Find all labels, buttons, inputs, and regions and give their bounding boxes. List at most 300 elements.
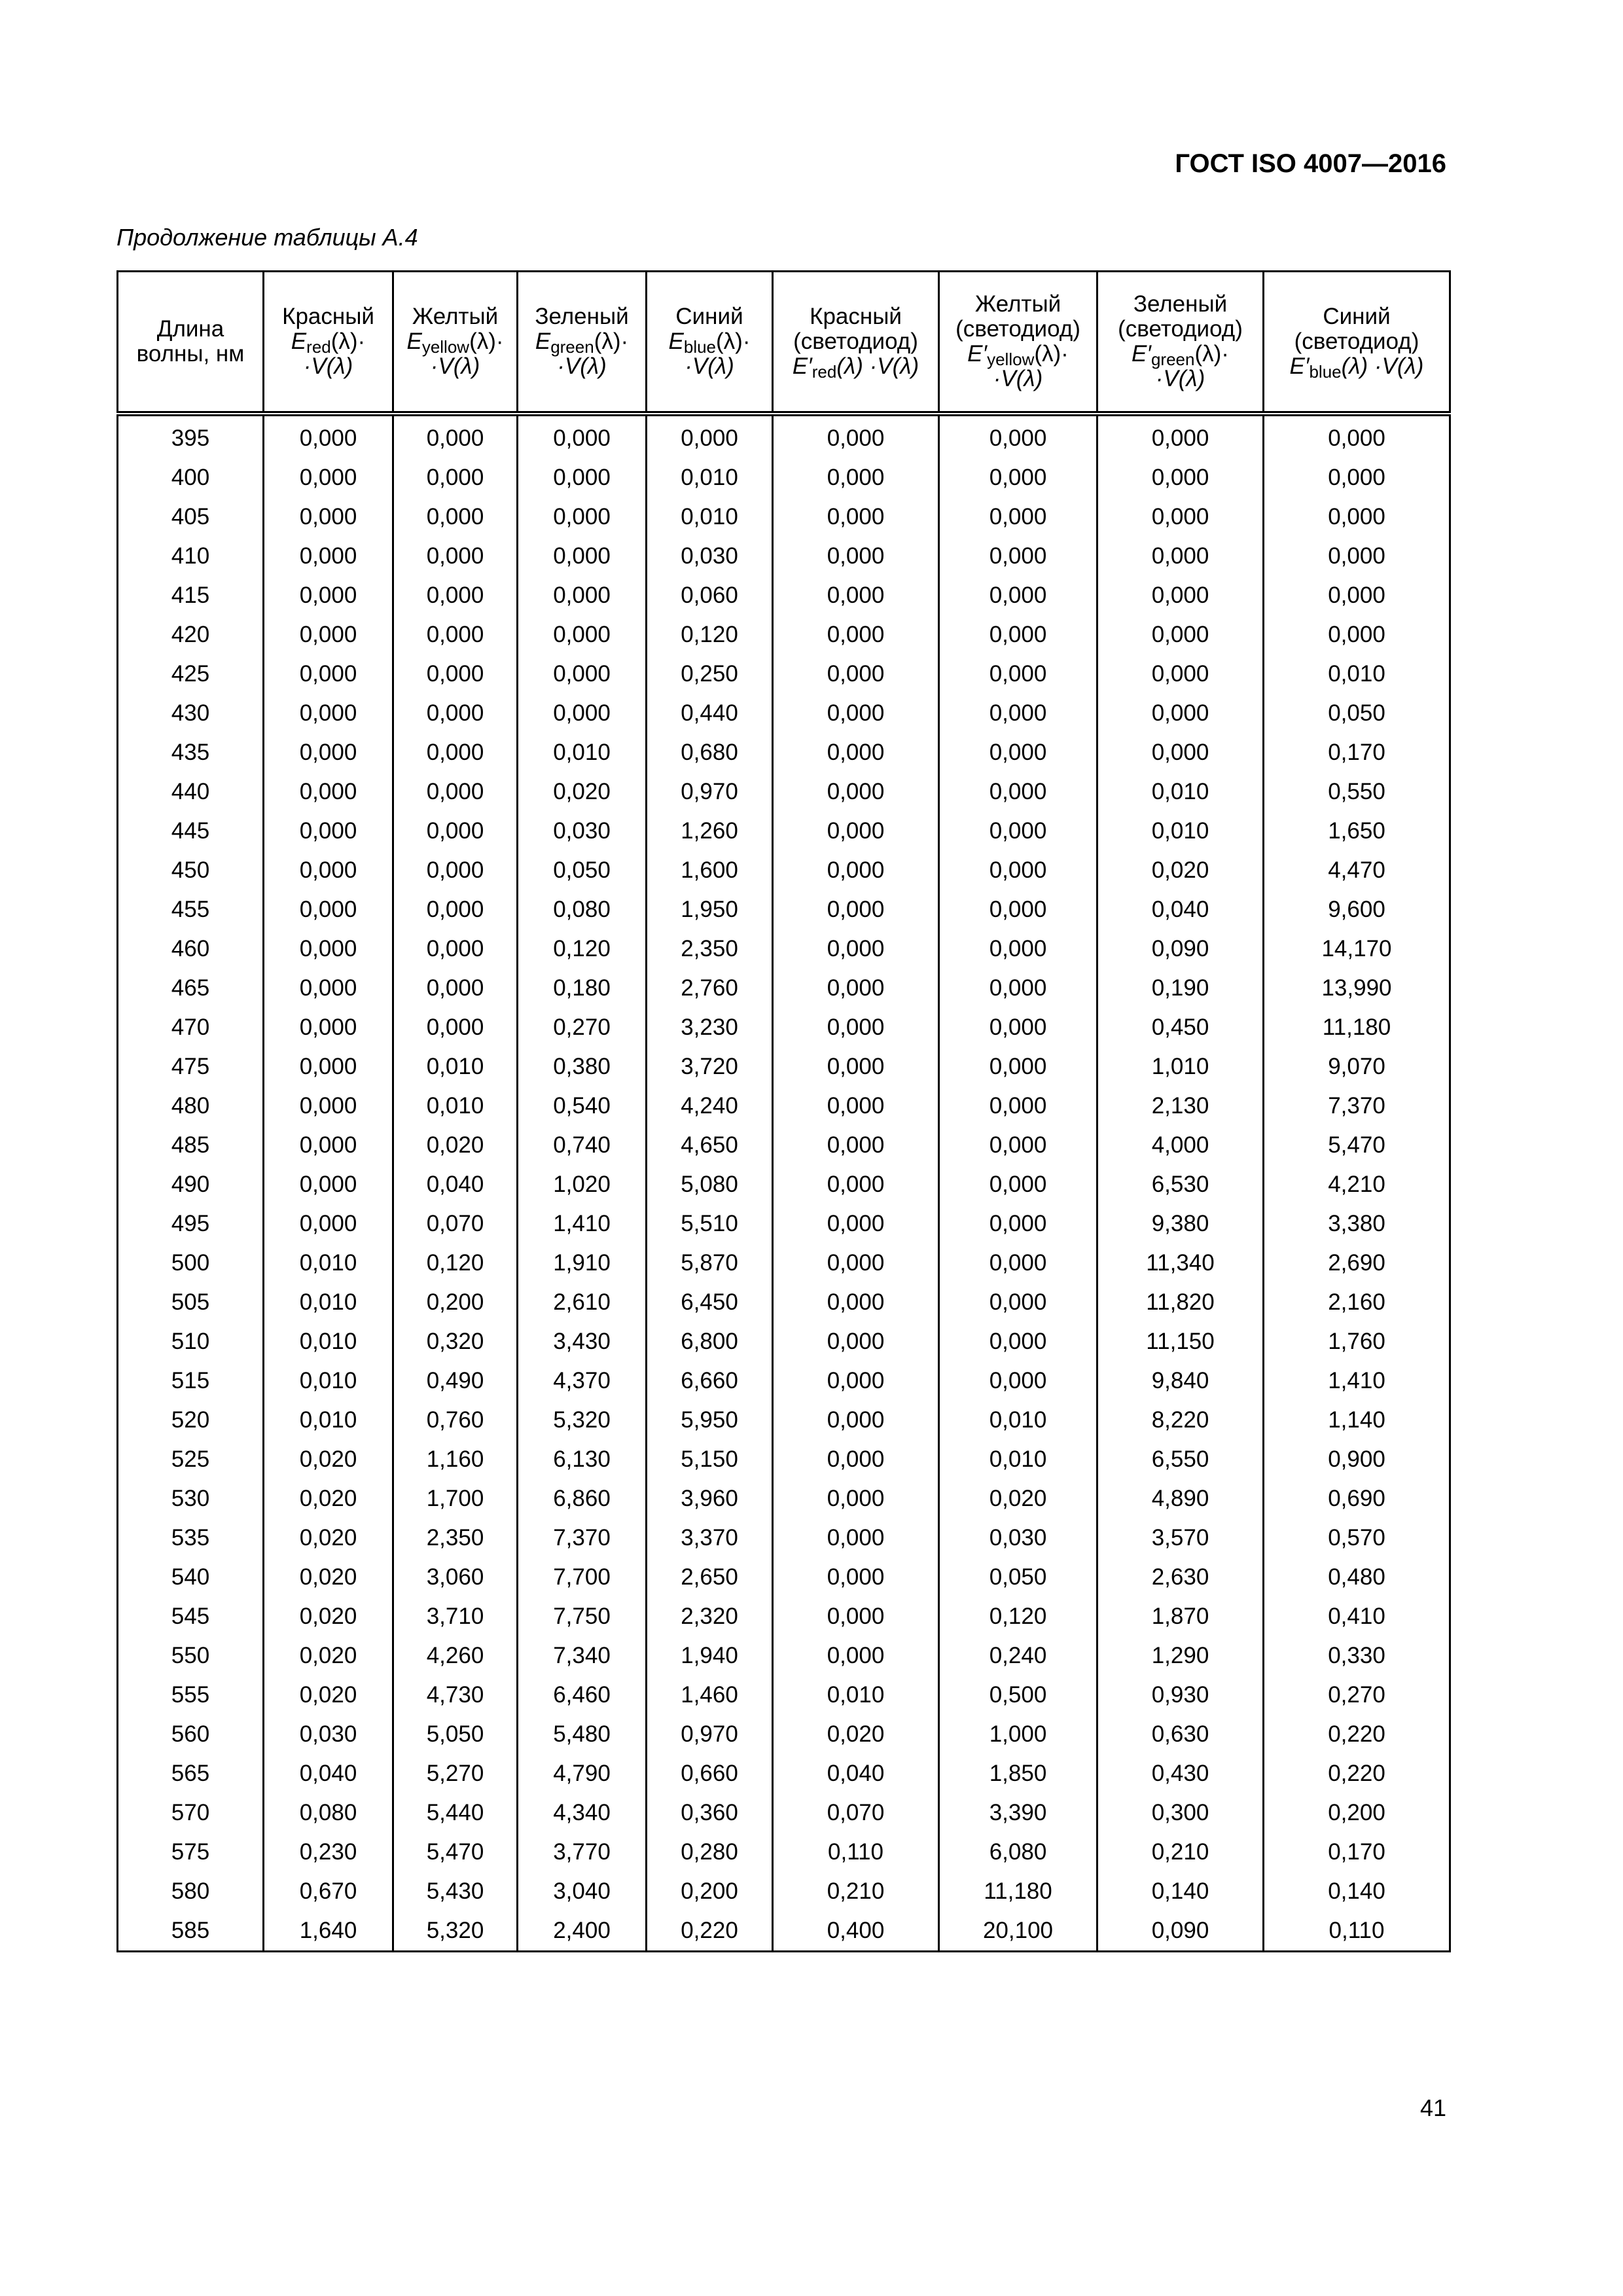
value-cell: 2,130: [1097, 1086, 1264, 1126]
value-cell: 1,760: [1264, 1322, 1450, 1361]
page-number: 41: [1419, 2094, 1446, 2121]
wavelength-cell: 485: [118, 1126, 264, 1165]
header-subscript: blue: [1309, 362, 1342, 382]
value-cell: 0,000: [939, 694, 1097, 733]
value-cell: 0,010: [647, 497, 773, 537]
value-cell: 0,000: [939, 733, 1097, 772]
table-row: [118, 929, 1450, 969]
value-cell: 7,370: [518, 1518, 647, 1558]
header-subscript: blue: [683, 337, 717, 357]
wavelength-cell: 565: [118, 1754, 264, 1793]
value-cell: 1,870: [1097, 1597, 1264, 1636]
wavelength-cell: 460: [118, 929, 264, 969]
value-cell: 3,370: [647, 1518, 773, 1558]
value-cell: 1,950: [647, 890, 773, 929]
value-cell: 0,010: [518, 733, 647, 772]
value-cell: 0,000: [518, 497, 647, 537]
wavelength-cell: 555: [118, 1676, 264, 1715]
value-cell: 0,670: [264, 1872, 393, 1911]
value-cell: 0,000: [773, 694, 939, 733]
wavelength-cell: 520: [118, 1401, 264, 1440]
value-cell: 0,000: [773, 733, 939, 772]
wavelength-cell: 455: [118, 890, 264, 929]
value-cell: 0,000: [393, 890, 518, 929]
value-cell: 0,000: [1097, 414, 1264, 458]
value-cell: 0,110: [773, 1833, 939, 1872]
value-cell: 5,320: [393, 1911, 518, 1952]
value-cell: 0,170: [1264, 1833, 1450, 1872]
value-cell: 6,550: [1097, 1440, 1264, 1479]
value-cell: 0,000: [393, 576, 518, 615]
value-cell: 0,000: [264, 929, 393, 969]
table-row: [118, 576, 1450, 615]
wavelength-cell: 400: [118, 458, 264, 497]
value-cell: 0,270: [518, 1008, 647, 1047]
value-cell: 1,600: [647, 851, 773, 890]
wavelength-cell: 495: [118, 1204, 264, 1244]
value-cell: 0,430: [1097, 1754, 1264, 1793]
value-cell: 5,950: [647, 1401, 773, 1440]
value-cell: 0,250: [647, 655, 773, 694]
wavelength-cell: 415: [118, 576, 264, 615]
value-cell: 0,000: [939, 1361, 1097, 1401]
header-subscript: green: [550, 337, 594, 357]
value-cell: 0,000: [773, 1518, 939, 1558]
value-cell: 0,030: [264, 1715, 393, 1754]
value-cell: 1,140: [1264, 1401, 1450, 1440]
header-symbol: E′: [1132, 341, 1151, 367]
value-cell: 4,650: [647, 1126, 773, 1165]
value-cell: 0,000: [1097, 458, 1264, 497]
value-cell: 0,000: [939, 812, 1097, 851]
value-cell: 0,000: [773, 1008, 939, 1047]
value-cell: 0,000: [939, 969, 1097, 1008]
value-cell: 2,760: [647, 969, 773, 1008]
wavelength-cell: 465: [118, 969, 264, 1008]
table-row: [118, 1715, 1450, 1754]
header-yellow-led: [939, 272, 1097, 414]
value-cell: 1,000: [939, 1715, 1097, 1754]
table-row: [118, 1283, 1450, 1322]
wavelength-cell: 430: [118, 694, 264, 733]
value-cell: 11,340: [1097, 1244, 1264, 1283]
value-cell: 0,010: [393, 1047, 518, 1086]
wavelength-cell: 510: [118, 1322, 264, 1361]
table-row: [118, 1008, 1450, 1047]
header-subtitle: (светодиод): [1294, 329, 1419, 354]
value-cell: 0,000: [773, 615, 939, 655]
wavelength-cell: 530: [118, 1479, 264, 1518]
value-cell: 0,000: [939, 929, 1097, 969]
value-cell: 0,010: [773, 1676, 939, 1715]
value-cell: 5,470: [393, 1833, 518, 1872]
value-cell: 0,000: [773, 1086, 939, 1126]
value-cell: 5,510: [647, 1204, 773, 1244]
header-symbol-line: ·V(λ): [303, 353, 353, 379]
value-cell: 0,000: [773, 1283, 939, 1322]
table-row: [118, 414, 1450, 458]
header-symbol-tail: (λ) ·V(λ): [836, 353, 919, 379]
value-cell: 0,010: [264, 1244, 393, 1283]
value-cell: 0,000: [1097, 576, 1264, 615]
value-cell: 0,210: [773, 1872, 939, 1911]
value-cell: 7,340: [518, 1636, 647, 1676]
value-cell: 0,040: [264, 1754, 393, 1793]
wavelength-cell: 575: [118, 1833, 264, 1872]
value-cell: 2,610: [518, 1283, 647, 1322]
value-cell: 0,020: [264, 1676, 393, 1715]
value-cell: 1,410: [1264, 1361, 1450, 1401]
value-cell: 5,430: [393, 1872, 518, 1911]
value-cell: 3,040: [518, 1872, 647, 1911]
wavelength-cell: 580: [118, 1872, 264, 1911]
value-cell: 20,100: [939, 1911, 1097, 1952]
value-cell: 6,080: [939, 1833, 1097, 1872]
value-cell: 0,000: [773, 537, 939, 576]
value-cell: 6,860: [518, 1479, 647, 1518]
value-cell: 4,370: [518, 1361, 647, 1401]
value-cell: 0,000: [939, 1244, 1097, 1283]
value-cell: 0,020: [939, 1479, 1097, 1518]
value-cell: 9,380: [1097, 1204, 1264, 1244]
value-cell: 0,000: [939, 890, 1097, 929]
value-cell: 0,000: [518, 414, 647, 458]
table-row: [118, 969, 1450, 1008]
wavelength-cell: 470: [118, 1008, 264, 1047]
value-cell: 0,020: [773, 1715, 939, 1754]
value-cell: 0,000: [518, 458, 647, 497]
value-cell: 0,030: [518, 812, 647, 851]
value-cell: 0,000: [393, 733, 518, 772]
header-symbol-tail: (λ)·: [1034, 341, 1069, 367]
value-cell: 0,000: [773, 1047, 939, 1086]
value-cell: 0,020: [393, 1126, 518, 1165]
header-wavelength: [118, 272, 264, 414]
value-cell: 2,160: [1264, 1283, 1450, 1322]
value-cell: 0,000: [1264, 414, 1450, 458]
value-cell: 0,090: [1097, 1911, 1264, 1952]
value-cell: 0,000: [773, 1244, 939, 1283]
wavelength-cell: 570: [118, 1793, 264, 1833]
value-cell: 0,210: [1097, 1833, 1264, 1872]
value-cell: 5,150: [647, 1440, 773, 1479]
value-cell: 0,000: [393, 851, 518, 890]
value-cell: 5,440: [393, 1793, 518, 1833]
value-cell: 0,000: [1097, 655, 1264, 694]
value-cell: 0,300: [1097, 1793, 1264, 1833]
value-cell: 6,450: [647, 1283, 773, 1322]
value-cell: 4,240: [647, 1086, 773, 1126]
wavelength-cell: 490: [118, 1165, 264, 1204]
wavelength-cell: 440: [118, 772, 264, 812]
value-cell: 0,000: [264, 733, 393, 772]
value-cell: 0,010: [939, 1440, 1097, 1479]
table-caption: Продолжение таблицы А.4: [116, 224, 418, 251]
table-row: [118, 1440, 1450, 1479]
value-cell: 0,000: [773, 655, 939, 694]
value-cell: 0,000: [264, 1047, 393, 1086]
value-cell: 4,890: [1097, 1479, 1264, 1518]
value-cell: 0,120: [393, 1244, 518, 1283]
value-cell: 3,430: [518, 1322, 647, 1361]
value-cell: 0,040: [773, 1754, 939, 1793]
table-body: [118, 414, 1450, 1952]
value-cell: 0,070: [773, 1793, 939, 1833]
value-cell: 3,710: [393, 1597, 518, 1636]
value-cell: 1,700: [393, 1479, 518, 1518]
value-cell: 0,500: [939, 1676, 1097, 1715]
value-cell: 3,230: [647, 1008, 773, 1047]
value-cell: 0,000: [518, 537, 647, 576]
value-cell: 0,110: [1264, 1911, 1450, 1952]
value-cell: 7,700: [518, 1558, 647, 1597]
value-cell: 0,680: [647, 733, 773, 772]
value-cell: 0,010: [1264, 655, 1450, 694]
table-row: [118, 890, 1450, 929]
header-subscript: yellow: [421, 337, 470, 357]
value-cell: 6,660: [647, 1361, 773, 1401]
value-cell: 0,660: [647, 1754, 773, 1793]
value-cell: 0,740: [518, 1126, 647, 1165]
value-cell: 5,870: [647, 1244, 773, 1283]
value-cell: 0,020: [264, 1518, 393, 1558]
header-title: Синий: [675, 304, 743, 329]
value-cell: 1,850: [939, 1754, 1097, 1793]
value-cell: 4,000: [1097, 1126, 1264, 1165]
table-row: [118, 1244, 1450, 1283]
table-row: [118, 1793, 1450, 1833]
value-cell: 0,000: [393, 694, 518, 733]
header-title: Желтый: [412, 304, 499, 329]
value-cell: 0,000: [393, 655, 518, 694]
wavelength-cell: 545: [118, 1597, 264, 1636]
value-cell: 6,130: [518, 1440, 647, 1479]
value-cell: 0,010: [264, 1401, 393, 1440]
value-cell: 1,160: [393, 1440, 518, 1479]
value-cell: 0,170: [1264, 733, 1450, 772]
value-cell: 0,900: [1264, 1440, 1450, 1479]
value-cell: 0,050: [518, 851, 647, 890]
value-cell: 0,440: [647, 694, 773, 733]
header-green-led: [1097, 272, 1264, 414]
value-cell: 0,050: [1264, 694, 1450, 733]
value-cell: 0,120: [518, 929, 647, 969]
table-row: [118, 1401, 1450, 1440]
header-symbol: E′: [967, 341, 988, 367]
header-symbol-tail: (λ)·: [594, 329, 629, 354]
value-cell: 7,750: [518, 1597, 647, 1636]
value-cell: 0,000: [264, 969, 393, 1008]
value-cell: 9,600: [1264, 890, 1450, 929]
table-row: [118, 772, 1450, 812]
value-cell: 0,380: [518, 1047, 647, 1086]
value-cell: 0,000: [773, 890, 939, 929]
value-cell: 0,000: [393, 969, 518, 1008]
value-cell: 5,470: [1264, 1126, 1450, 1165]
value-cell: 3,720: [647, 1047, 773, 1086]
value-cell: 0,020: [518, 772, 647, 812]
value-cell: 0,000: [393, 458, 518, 497]
value-cell: 4,730: [393, 1676, 518, 1715]
wavelength-cell: 505: [118, 1283, 264, 1322]
value-cell: 0,000: [393, 772, 518, 812]
header-symbol: E: [535, 329, 551, 354]
wavelength-cell: 540: [118, 1558, 264, 1597]
table-header: [118, 272, 1450, 414]
wavelength-cell: 395: [118, 414, 264, 458]
value-cell: 0,000: [1097, 733, 1264, 772]
value-cell: 0,000: [393, 414, 518, 458]
value-cell: 0,000: [264, 615, 393, 655]
value-cell: 0,020: [264, 1636, 393, 1676]
wavelength-cell: 480: [118, 1086, 264, 1126]
value-cell: 0,000: [264, 772, 393, 812]
value-cell: 0,630: [1097, 1715, 1264, 1754]
table-row: [118, 1833, 1450, 1872]
value-cell: 3,390: [939, 1793, 1097, 1833]
header-subscript: green: [1150, 350, 1195, 369]
value-cell: 0,000: [773, 414, 939, 458]
wavelength-cell: 535: [118, 1518, 264, 1558]
value-cell: 2,630: [1097, 1558, 1264, 1597]
header-symbol-line: ·V(λ): [685, 353, 734, 379]
value-cell: 0,000: [939, 1322, 1097, 1361]
header-red: [264, 272, 393, 414]
value-cell: 6,460: [518, 1676, 647, 1715]
value-cell: 0,000: [1264, 576, 1450, 615]
value-cell: 0,010: [264, 1361, 393, 1401]
value-cell: 0,000: [939, 1126, 1097, 1165]
value-cell: 0,010: [1097, 812, 1264, 851]
value-cell: 0,030: [647, 537, 773, 576]
value-cell: 3,380: [1264, 1204, 1450, 1244]
table-row: [118, 694, 1450, 733]
value-cell: 0,020: [264, 1479, 393, 1518]
header-symbol: E: [291, 329, 307, 354]
value-cell: 1,940: [647, 1636, 773, 1676]
value-cell: 0,000: [939, 576, 1097, 615]
table-row: [118, 1361, 1450, 1401]
value-cell: 6,800: [647, 1322, 773, 1361]
value-cell: 0,080: [518, 890, 647, 929]
value-cell: 2,350: [393, 1518, 518, 1558]
value-cell: 0,000: [773, 851, 939, 890]
header-subscript: red: [812, 362, 837, 382]
value-cell: 0,000: [393, 1008, 518, 1047]
value-cell: 0,000: [939, 1283, 1097, 1322]
value-cell: 0,000: [773, 812, 939, 851]
table-row: [118, 1047, 1450, 1086]
value-cell: 3,060: [393, 1558, 518, 1597]
value-cell: 5,320: [518, 1401, 647, 1440]
table-row: [118, 1204, 1450, 1244]
value-cell: 0,000: [773, 772, 939, 812]
value-cell: 0,000: [773, 497, 939, 537]
value-cell: 0,540: [518, 1086, 647, 1126]
value-cell: 1,260: [647, 812, 773, 851]
value-cell: 1,010: [1097, 1047, 1264, 1086]
value-cell: 0,010: [264, 1283, 393, 1322]
header-symbol-tail: (λ)·: [469, 329, 504, 354]
value-cell: 11,180: [1264, 1008, 1450, 1047]
value-cell: 0,000: [773, 1636, 939, 1676]
wavelength-cell: 515: [118, 1361, 264, 1401]
wavelength-cell: 425: [118, 655, 264, 694]
table-row: [118, 1126, 1450, 1165]
value-cell: 0,330: [1264, 1636, 1450, 1676]
value-cell: 2,690: [1264, 1244, 1450, 1283]
table-row: [118, 851, 1450, 890]
header-red-led: [773, 272, 939, 414]
value-cell: 5,050: [393, 1715, 518, 1754]
value-cell: 0,010: [393, 1086, 518, 1126]
value-cell: 0,200: [1264, 1793, 1450, 1833]
value-cell: 0,000: [1097, 615, 1264, 655]
value-cell: 2,350: [647, 929, 773, 969]
value-cell: 11,820: [1097, 1283, 1264, 1322]
value-cell: 0,000: [518, 576, 647, 615]
value-cell: 0,010: [264, 1322, 393, 1361]
value-cell: 4,340: [518, 1793, 647, 1833]
value-cell: 0,270: [1264, 1676, 1450, 1715]
value-cell: 13,990: [1264, 969, 1450, 1008]
value-cell: 0,000: [1097, 694, 1264, 733]
value-cell: 0,140: [1097, 1872, 1264, 1911]
value-cell: 0,000: [1097, 497, 1264, 537]
value-cell: 0,230: [264, 1833, 393, 1872]
value-cell: 0,970: [647, 772, 773, 812]
value-cell: 0,030: [939, 1518, 1097, 1558]
value-cell: 0,020: [1097, 851, 1264, 890]
header-symbol: E: [406, 329, 422, 354]
value-cell: 0,220: [647, 1911, 773, 1952]
value-cell: 0,000: [773, 1361, 939, 1401]
value-cell: 0,090: [1097, 929, 1264, 969]
value-cell: 0,000: [264, 576, 393, 615]
header-subscript: yellow: [987, 350, 1035, 369]
value-cell: 0,000: [264, 694, 393, 733]
value-cell: 3,570: [1097, 1518, 1264, 1558]
header-symbol: E: [668, 329, 684, 354]
value-cell: 7,370: [1264, 1086, 1450, 1126]
value-cell: 0,000: [264, 537, 393, 576]
table-row: [118, 537, 1450, 576]
value-cell: 0,040: [393, 1165, 518, 1204]
value-cell: 0,000: [773, 576, 939, 615]
value-cell: 1,290: [1097, 1636, 1264, 1676]
value-cell: 0,550: [1264, 772, 1450, 812]
value-cell: 0,000: [518, 694, 647, 733]
value-cell: 0,000: [1264, 537, 1450, 576]
table-row: [118, 1676, 1450, 1715]
value-cell: 0,000: [939, 655, 1097, 694]
value-cell: 0,930: [1097, 1676, 1264, 1715]
value-cell: 0,000: [393, 615, 518, 655]
value-cell: 1,650: [1264, 812, 1450, 851]
value-cell: 0,000: [773, 1322, 939, 1361]
value-cell: 3,960: [647, 1479, 773, 1518]
value-cell: 0,200: [647, 1872, 773, 1911]
value-cell: 0,060: [647, 576, 773, 615]
value-cell: 0,570: [1264, 1518, 1450, 1558]
table-row: [118, 1872, 1450, 1911]
wavelength-cell: 500: [118, 1244, 264, 1283]
value-cell: 0,000: [393, 497, 518, 537]
value-cell: 0,080: [264, 1793, 393, 1833]
value-cell: 5,270: [393, 1754, 518, 1793]
table-row: [118, 1322, 1450, 1361]
value-cell: 5,480: [518, 1715, 647, 1754]
